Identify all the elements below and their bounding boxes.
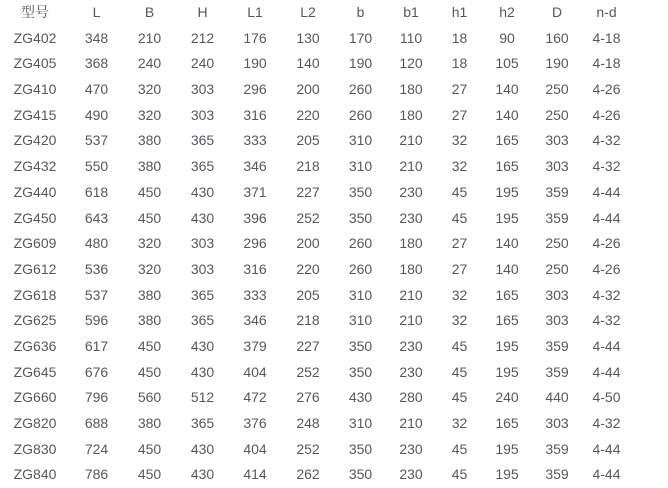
value-cell: 380 <box>137 132 162 149</box>
value-cell: 262 <box>296 466 320 483</box>
value-cell: 250 <box>545 235 569 252</box>
model-cell: ZG840 <box>13 466 57 483</box>
value-cell: 365 <box>190 132 215 149</box>
value-cell: 200 <box>296 235 320 252</box>
value-cell: 359 <box>545 337 569 354</box>
value-cell: 110 <box>399 29 423 46</box>
value-cell: 205 <box>296 132 320 149</box>
model-cell: ZG820 <box>13 415 57 431</box>
value-cell: 32 <box>451 415 468 431</box>
model-cell: ZG415 <box>13 106 57 123</box>
value-cell: 140 <box>495 260 519 277</box>
header-row <box>0 0 668 26</box>
value-cell: 796 <box>84 389 109 406</box>
value-cell: 230 <box>399 363 423 380</box>
value-cell: 617 <box>84 337 109 354</box>
value-cell: 90 <box>499 29 515 46</box>
value-cell: 550 <box>84 158 109 175</box>
value-cell: 165 <box>495 286 519 303</box>
value-cell: 414 <box>243 466 267 483</box>
value-cell: 220 <box>296 106 320 123</box>
value-cell: 195 <box>495 183 519 200</box>
model-cell: ZG410 <box>13 81 57 98</box>
model-cell: ZG660 <box>13 389 57 406</box>
value-cell: 105 <box>495 55 519 72</box>
column-header: D <box>551 4 563 20</box>
value-cell: 380 <box>137 286 162 303</box>
value-cell: 45 <box>451 389 468 406</box>
value-cell: 4-44 <box>592 337 621 354</box>
value-cell: 165 <box>495 415 519 431</box>
value-cell: 4-26 <box>592 260 621 277</box>
table-row <box>0 77 668 103</box>
value-cell: 176 <box>243 29 267 46</box>
value-cell: 170 <box>348 29 373 46</box>
value-cell: 4-44 <box>592 209 621 226</box>
value-cell: 440 <box>545 389 569 406</box>
table-row <box>0 308 668 334</box>
value-cell: 252 <box>296 363 320 380</box>
table-row <box>0 128 668 154</box>
value-cell: 303 <box>190 106 215 123</box>
table-row <box>0 385 668 411</box>
value-cell: 4-32 <box>592 312 621 329</box>
value-cell: 350 <box>348 440 373 457</box>
value-cell: 490 <box>84 106 109 123</box>
value-cell: 195 <box>495 440 519 457</box>
value-cell: 430 <box>190 183 215 200</box>
value-cell: 303 <box>190 81 215 98</box>
value-cell: 45 <box>451 337 468 354</box>
table-row <box>0 154 668 180</box>
column-header: b <box>356 4 365 20</box>
value-cell: 296 <box>243 235 267 252</box>
value-cell: 596 <box>84 312 109 329</box>
value-cell: 310 <box>348 158 373 175</box>
column-header: h2 <box>499 4 515 20</box>
value-cell: 200 <box>296 81 320 98</box>
value-cell: 320 <box>137 81 162 98</box>
value-cell: 260 <box>348 260 373 277</box>
value-cell: 365 <box>190 158 215 175</box>
value-cell: 32 <box>451 286 468 303</box>
value-cell: 4-32 <box>592 286 621 303</box>
value-cell: 230 <box>399 183 423 200</box>
value-cell: 380 <box>137 158 162 175</box>
value-cell: 4-26 <box>592 235 621 252</box>
value-cell: 379 <box>243 337 267 354</box>
table-row <box>0 231 668 257</box>
value-cell: 430 <box>190 337 215 354</box>
value-cell: 359 <box>545 363 569 380</box>
value-cell: 310 <box>348 132 373 149</box>
value-cell: 32 <box>451 132 468 149</box>
column-header: h1 <box>451 4 468 20</box>
value-cell: 27 <box>451 235 468 252</box>
value-cell: 165 <box>495 132 519 149</box>
model-cell: ZG405 <box>13 55 57 72</box>
value-cell: 376 <box>243 415 267 431</box>
table-row <box>0 462 668 488</box>
model-cell: ZG636 <box>13 337 57 354</box>
value-cell: 230 <box>399 209 423 226</box>
column-header: L1 <box>247 4 263 20</box>
value-cell: 4-44 <box>592 466 621 483</box>
value-cell: 320 <box>137 106 162 123</box>
value-cell: 350 <box>348 209 373 226</box>
value-cell: 140 <box>495 235 519 252</box>
value-cell: 618 <box>84 183 109 200</box>
value-cell: 348 <box>84 29 109 46</box>
value-cell: 210 <box>399 158 423 175</box>
value-cell: 450 <box>137 466 162 483</box>
table-row <box>0 257 668 283</box>
value-cell: 368 <box>84 55 109 72</box>
value-cell: 450 <box>137 337 162 354</box>
value-cell: 396 <box>243 209 267 226</box>
value-cell: 250 <box>545 81 569 98</box>
value-cell: 248 <box>296 415 320 431</box>
value-cell: 365 <box>190 286 215 303</box>
value-cell: 276 <box>296 389 320 406</box>
value-cell: 430 <box>190 363 215 380</box>
value-cell: 786 <box>84 466 109 483</box>
value-cell: 472 <box>243 389 267 406</box>
value-cell: 120 <box>399 55 423 72</box>
value-cell: 333 <box>243 132 267 149</box>
table-row <box>0 360 668 386</box>
table-row <box>0 206 668 232</box>
value-cell: 195 <box>495 209 519 226</box>
value-cell: 724 <box>84 440 109 457</box>
value-cell: 4-18 <box>592 55 621 72</box>
value-cell: 210 <box>399 132 423 149</box>
value-cell: 536 <box>84 260 109 277</box>
value-cell: 140 <box>495 106 519 123</box>
model-cell: ZG830 <box>13 440 57 457</box>
column-header: 型号 <box>21 4 49 20</box>
value-cell: 260 <box>348 235 373 252</box>
value-cell: 190 <box>348 55 373 72</box>
value-cell: 404 <box>243 440 267 457</box>
value-cell: 450 <box>137 363 162 380</box>
value-cell: 380 <box>137 312 162 329</box>
value-cell: 45 <box>451 440 468 457</box>
value-cell: 160 <box>545 29 569 46</box>
value-cell: 140 <box>495 81 519 98</box>
value-cell: 240 <box>137 55 162 72</box>
value-cell: 4-32 <box>592 415 621 431</box>
column-header: L <box>92 4 101 20</box>
value-cell: 4-50 <box>592 389 621 406</box>
value-cell: 350 <box>348 363 373 380</box>
value-cell: 252 <box>296 440 320 457</box>
value-cell: 140 <box>296 55 320 72</box>
value-cell: 205 <box>296 286 320 303</box>
table-row <box>0 180 668 206</box>
model-cell: ZG625 <box>13 312 57 329</box>
model-cell: ZG612 <box>13 260 57 277</box>
value-cell: 212 <box>190 29 215 46</box>
model-cell: ZG609 <box>13 235 57 252</box>
model-cell: ZG618 <box>13 286 57 303</box>
value-cell: 430 <box>190 440 215 457</box>
value-cell: 303 <box>545 286 569 303</box>
value-cell: 4-26 <box>592 106 621 123</box>
value-cell: 180 <box>399 235 423 252</box>
value-cell: 195 <box>495 337 519 354</box>
value-cell: 18 <box>451 55 468 72</box>
model-cell: ZG432 <box>13 158 57 175</box>
value-cell: 250 <box>545 260 569 277</box>
value-cell: 4-18 <box>592 29 621 46</box>
value-cell: 359 <box>545 466 569 483</box>
value-cell: 218 <box>296 312 320 329</box>
value-cell: 180 <box>399 260 423 277</box>
value-cell: 230 <box>399 337 423 354</box>
value-cell: 643 <box>84 209 109 226</box>
value-cell: 230 <box>399 440 423 457</box>
value-cell: 296 <box>243 81 267 98</box>
table-row <box>0 283 668 309</box>
value-cell: 210 <box>137 29 162 46</box>
value-cell: 303 <box>545 158 569 175</box>
value-cell: 316 <box>243 260 267 277</box>
table-row <box>0 103 668 129</box>
value-cell: 32 <box>451 158 468 175</box>
value-cell: 303 <box>545 312 569 329</box>
value-cell: 450 <box>137 209 162 226</box>
value-cell: 350 <box>348 183 373 200</box>
value-cell: 371 <box>243 183 267 200</box>
value-cell: 310 <box>348 415 373 431</box>
model-cell: ZG420 <box>13 132 57 149</box>
value-cell: 195 <box>495 363 519 380</box>
value-cell: 210 <box>399 286 423 303</box>
value-cell: 380 <box>137 415 162 431</box>
value-cell: 350 <box>348 466 373 483</box>
value-cell: 310 <box>348 286 373 303</box>
value-cell: 450 <box>137 440 162 457</box>
value-cell: 190 <box>545 55 569 72</box>
value-cell: 333 <box>243 286 267 303</box>
model-cell: ZG402 <box>13 29 57 46</box>
value-cell: 230 <box>399 466 423 483</box>
table-row <box>0 437 668 463</box>
value-cell: 260 <box>348 81 373 98</box>
model-cell: ZG440 <box>13 183 57 200</box>
value-cell: 32 <box>451 312 468 329</box>
value-cell: 450 <box>137 183 162 200</box>
value-cell: 365 <box>190 415 215 431</box>
column-header: B <box>144 4 155 20</box>
value-cell: 320 <box>137 235 162 252</box>
value-cell: 240 <box>495 389 519 406</box>
value-cell: 4-26 <box>592 81 621 98</box>
value-cell: 359 <box>545 183 569 200</box>
value-cell: 430 <box>190 209 215 226</box>
value-cell: 365 <box>190 312 215 329</box>
value-cell: 676 <box>84 363 109 380</box>
column-header: n-d <box>596 4 617 20</box>
value-cell: 359 <box>545 440 569 457</box>
value-cell: 430 <box>348 389 373 406</box>
value-cell: 227 <box>296 337 320 354</box>
value-cell: 27 <box>451 81 468 98</box>
value-cell: 218 <box>296 158 320 175</box>
value-cell: 165 <box>495 158 519 175</box>
value-cell: 512 <box>190 389 215 406</box>
value-cell: 470 <box>84 81 109 98</box>
value-cell: 4-44 <box>592 363 621 380</box>
table-row <box>0 411 668 437</box>
value-cell: 303 <box>545 132 569 149</box>
value-cell: 430 <box>190 466 215 483</box>
value-cell: 227 <box>296 183 320 200</box>
value-cell: 4-44 <box>592 440 621 457</box>
value-cell: 195 <box>495 466 519 483</box>
value-cell: 303 <box>190 235 215 252</box>
model-cell: ZG450 <box>13 209 57 226</box>
value-cell: 316 <box>243 106 267 123</box>
value-cell: 303 <box>545 415 569 431</box>
value-cell: 45 <box>451 209 468 226</box>
value-cell: 210 <box>399 415 423 431</box>
value-cell: 260 <box>348 106 373 123</box>
value-cell: 310 <box>348 312 373 329</box>
value-cell: 250 <box>545 106 569 123</box>
value-cell: 45 <box>451 466 468 483</box>
value-cell: 4-32 <box>592 158 621 175</box>
value-cell: 4-32 <box>592 132 621 149</box>
value-cell: 27 <box>451 106 468 123</box>
value-cell: 45 <box>451 183 468 200</box>
value-cell: 404 <box>243 363 267 380</box>
value-cell: 688 <box>84 415 109 431</box>
table-row <box>0 26 668 52</box>
column-header: H <box>197 4 208 20</box>
table-row <box>0 51 668 77</box>
value-cell: 252 <box>296 209 320 226</box>
value-cell: 240 <box>190 55 215 72</box>
value-cell: 130 <box>296 29 320 46</box>
value-cell: 560 <box>137 389 162 406</box>
value-cell: 537 <box>84 132 109 149</box>
model-cell: ZG645 <box>13 363 57 380</box>
value-cell: 165 <box>495 312 519 329</box>
value-cell: 480 <box>84 235 109 252</box>
value-cell: 346 <box>243 158 267 175</box>
table-body <box>0 26 668 488</box>
value-cell: 18 <box>451 29 468 46</box>
value-cell: 210 <box>399 312 423 329</box>
value-cell: 27 <box>451 260 468 277</box>
table-row <box>0 334 668 360</box>
value-cell: 346 <box>243 312 267 329</box>
value-cell: 320 <box>137 260 162 277</box>
column-header: b1 <box>403 4 419 20</box>
value-cell: 190 <box>243 55 267 72</box>
value-cell: 220 <box>296 260 320 277</box>
value-cell: 280 <box>399 389 423 406</box>
value-cell: 180 <box>399 106 423 123</box>
value-cell: 350 <box>348 337 373 354</box>
value-cell: 180 <box>399 81 423 98</box>
value-cell: 45 <box>451 363 468 380</box>
value-cell: 359 <box>545 209 569 226</box>
column-header: L2 <box>300 4 316 20</box>
value-cell: 4-44 <box>592 183 621 200</box>
value-cell: 537 <box>84 286 109 303</box>
value-cell: 303 <box>190 260 215 277</box>
